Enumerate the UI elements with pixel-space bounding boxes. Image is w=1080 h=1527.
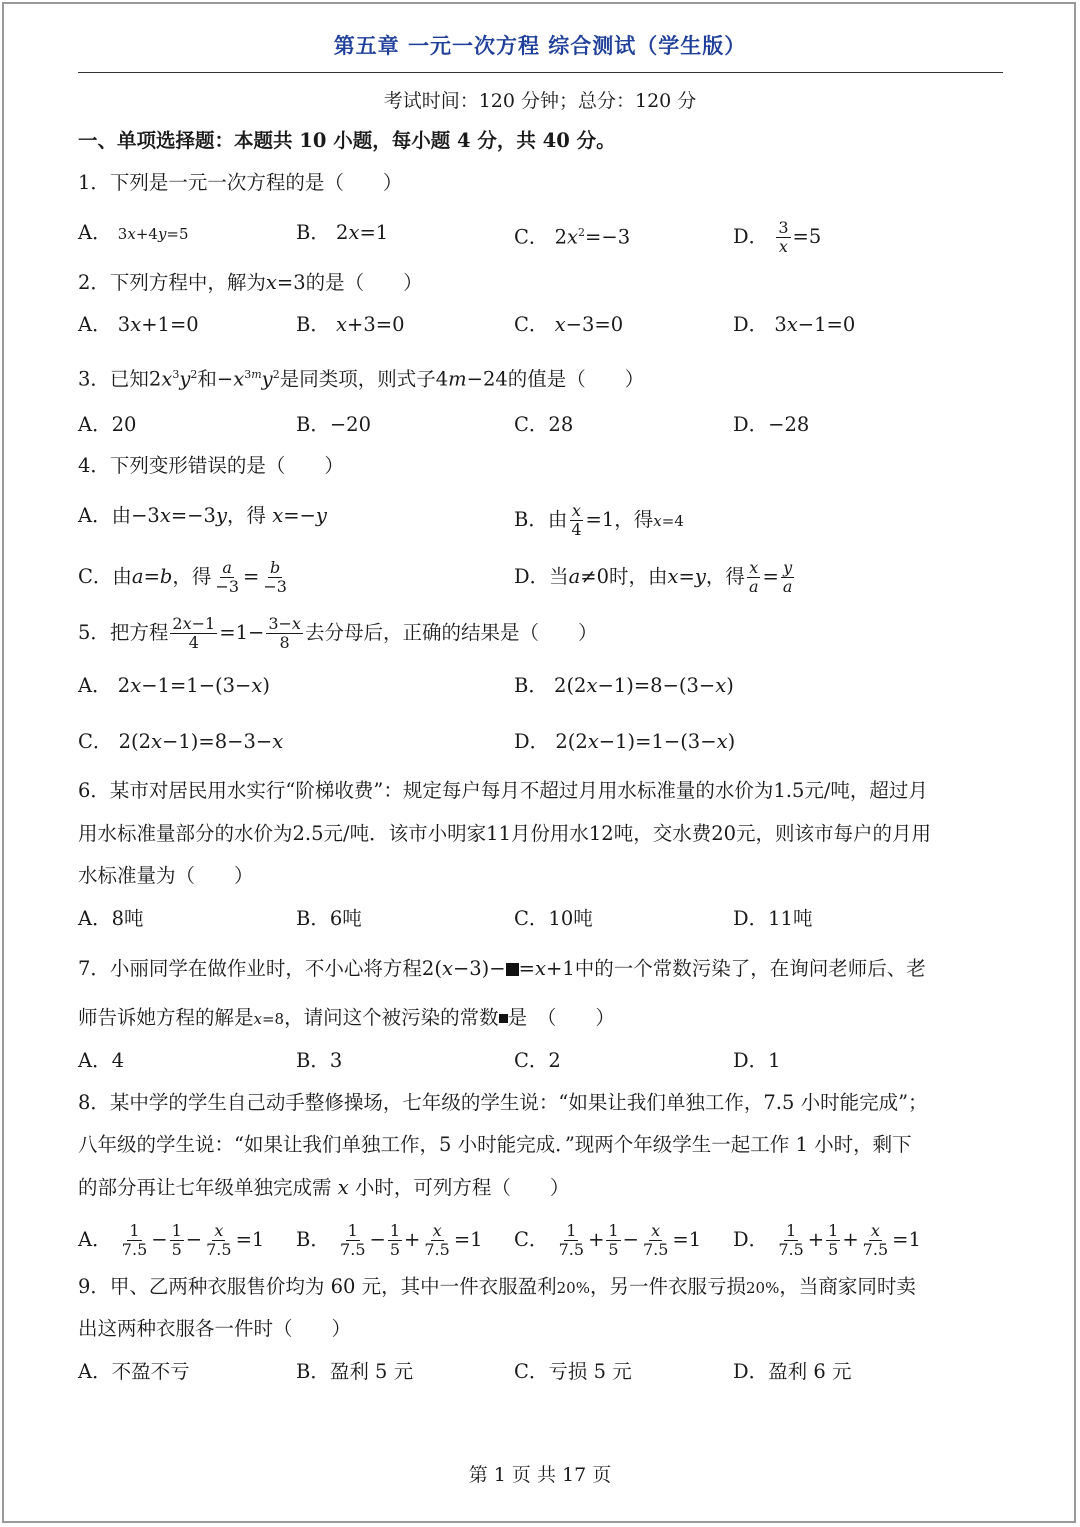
- q4-option-d[interactable]: D．当a≠0时，由x=y，得 $\frac{x}{a}$ = $\frac{y}{a}$: [514, 558, 793, 596]
- question-5-stem: 5．把方程 $\frac{2x-1}{4}$ =1− $\frac{3-x}{8}$ 去分母后，正确的结果是（ ）: [78, 614, 598, 652]
- q1-option-d[interactable]: D． $\frac{3}{x}$ =5: [733, 218, 822, 256]
- q2-option-a[interactable]: A． 3x+1=0: [78, 313, 199, 336]
- smudge-icon: [499, 1014, 508, 1023]
- question-9-line-2: 出这两种衣服各一件时（ ）: [78, 1317, 352, 1340]
- q6-option-c[interactable]: C．10吨: [514, 907, 593, 930]
- q9-option-a[interactable]: A．不盈不亏: [78, 1360, 190, 1383]
- q6-option-b[interactable]: B．6吨: [296, 907, 362, 930]
- q7-option-a[interactable]: A．4: [78, 1049, 124, 1072]
- question-4-stem: 4．下列变形错误的是（ ）: [78, 454, 344, 477]
- question-7-line-1: 7．小丽同学在做作业时，不小心将方程2(x−3)− =x+1中的一个常数污染了，在询问老师后、老: [78, 957, 926, 980]
- question-9-line-1: 9．甲、乙两种衣服售价均为 60 元，其中一件衣服盈利20%，另一件衣服亏损20%，当商家同时卖: [78, 1275, 916, 1298]
- q8-option-a[interactable]: A． $\frac{1}{7.5}$ − $\frac{1}{5}$ − $\frac{x}{7.5}$ =1: [78, 1221, 265, 1259]
- exam-info: 考试时间：120 分钟；总分：120 分: [383, 90, 697, 112]
- q4-option-c[interactable]: C．由a=b，得 $\frac{a}{-3}$ = $\frac{b}{-3}$: [78, 558, 287, 596]
- question-8-line-3: 的部分再让七年级单独完成需 x 小时，可列方程（ ）: [78, 1176, 570, 1199]
- page-footer: 第 1 页 共 17 页: [468, 1464, 612, 1486]
- q6-option-d[interactable]: D．11吨: [733, 907, 813, 930]
- question-1-stem: 1．下列是一元一次方程的是（ ）: [78, 171, 403, 194]
- q9-option-b[interactable]: B．盈利 5 元: [296, 1360, 414, 1383]
- q6-option-a[interactable]: A．8吨: [78, 907, 144, 930]
- question-6-line-3: 水标准量为（ ）: [78, 864, 254, 887]
- q4-option-a[interactable]: A．由−3x=−3y，得 x=−y: [78, 504, 327, 527]
- q5-option-a[interactable]: A． 2x−1=1−(3−x): [78, 674, 270, 697]
- q1-option-c[interactable]: C． $2x^2=-3$: [514, 225, 631, 249]
- question-8-line-1: 8．某中学的学生自己动手整修操场，七年级的学生说：“如果让我们单独工作，7.5 小时能完成”；: [78, 1091, 928, 1114]
- question-3-stem: 3．已知$2x^3y^2$和$-x^{3m}y^2$是同类项，则式子4m−24的值是（ ）: [78, 367, 645, 391]
- q1-option-b[interactable]: B． 2x=1: [296, 221, 389, 244]
- q2-option-c[interactable]: C． x−3=0: [514, 313, 624, 336]
- q8-option-c[interactable]: C． $\frac{1}{7.5}$ + $\frac{1}{5}$ − $\frac{x}{7.5}$ =1: [514, 1221, 702, 1259]
- q5-option-c[interactable]: C． 2(2x−1)=8−3−x: [78, 730, 284, 753]
- question-2-stem: 2．下列方程中，解为x=3的是（ ）: [78, 271, 423, 294]
- q3-option-b[interactable]: B．−20: [296, 413, 371, 436]
- q5-option-d[interactable]: D． 2(2x−1)=1−(3−x): [514, 730, 736, 753]
- smudge-icon: [506, 963, 519, 976]
- title-divider: [78, 72, 1003, 73]
- question-6-line-1: 6．某市对居民用水实行“阶梯收费”：规定每户每月不超过月用水标准量的水价为1.5元/吨，超过月: [78, 779, 928, 802]
- page-title: 第五章 一元一次方程 综合测试（学生版）: [333, 33, 747, 58]
- q2-option-d[interactable]: D． 3x−1=0: [733, 313, 856, 336]
- q7-option-c[interactable]: C．2: [514, 1049, 561, 1072]
- question-8-line-2: 八年级的学生说：“如果让我们单独工作，5 小时能完成．”现两个年级学生一起工作 1 小时，剩下: [78, 1133, 912, 1156]
- q5-option-b[interactable]: B． 2(2x−1)=8−(3−x): [514, 674, 734, 697]
- q2-option-b[interactable]: B． x+3=0: [296, 313, 405, 336]
- question-7-line-2: 师告诉她方程的解是x=8，请问这个被污染的常数 是 （ ）: [78, 1006, 615, 1029]
- q1-option-a[interactable]: A． 3x+4y=5: [78, 221, 189, 244]
- q7-option-b[interactable]: B．3: [296, 1049, 343, 1072]
- q8-option-b[interactable]: B． $\frac{1}{7.5}$ − $\frac{1}{5}$ + $\frac{x}{7.5}$ =1: [296, 1221, 483, 1259]
- q9-option-c[interactable]: C．亏损 5 元: [514, 1360, 632, 1383]
- q3-option-c[interactable]: C．28: [514, 413, 574, 436]
- q4-option-b[interactable]: B．由 $\frac{x}{4}$ =1，得x=4: [514, 501, 684, 539]
- question-6-line-2: 用水标准量部分的水价为2.5元/吨．该市小明家11月份用水12吨，交水费20元，则该市每户的月用: [78, 822, 932, 845]
- q9-option-d[interactable]: D．盈利 6 元: [733, 1360, 852, 1383]
- q8-option-d[interactable]: D． $\frac{1}{7.5}$ + $\frac{1}{5}$ + $\frac{x}{7.5}$ =1: [733, 1221, 921, 1259]
- q7-option-d[interactable]: D．1: [733, 1049, 781, 1072]
- q3-option-a[interactable]: A．20: [78, 413, 137, 436]
- q3-option-d[interactable]: D．−28: [733, 413, 810, 436]
- section-heading: 一、单项选择题：本题共 10 小题，每小题 4 分，共 40 分。: [78, 129, 616, 152]
